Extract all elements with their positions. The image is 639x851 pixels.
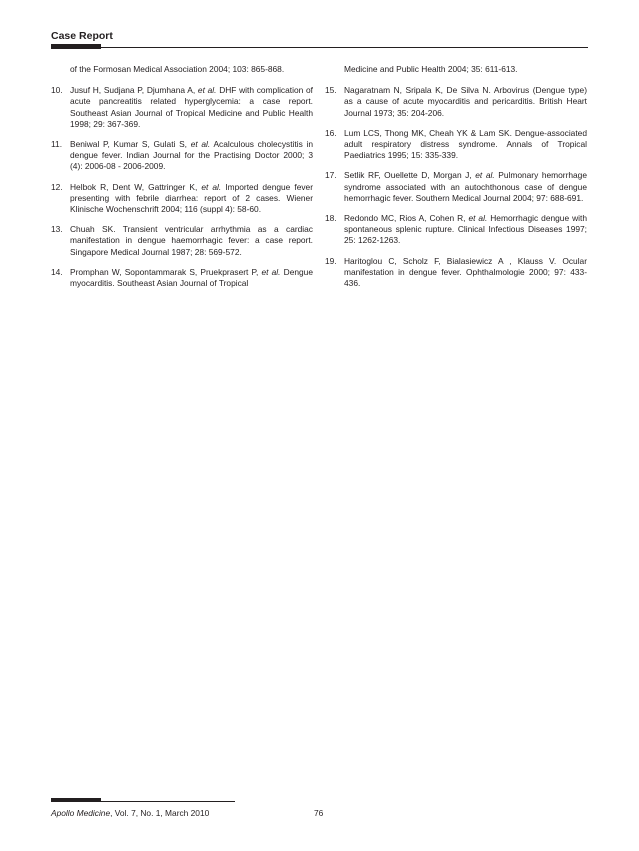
reference-text: of the Formosan Medical Association 2004; 103: 865-868. [70, 64, 285, 74]
reference-text: Promphan W, Sopontammarak S, Pruekprasert P, et al. Dengue myocarditis. Southeast Asian Journal of Tropical [70, 266, 313, 289]
references-left-column [51, 64, 313, 298]
reference-number: 19. [325, 255, 337, 266]
page-section-title: Case Report [51, 30, 113, 42]
reference-number: 14. [51, 266, 63, 277]
reference-item [51, 224, 313, 258]
reference-item [51, 64, 313, 75]
header-rule-thin [101, 47, 588, 48]
reference-item [51, 85, 313, 130]
reference-text: Beniwal P, Kumar S, Gulati S, et al. Acalculous cholecystitis in dengue fever. Indian Journal for the Practising Doctor 2000; 3 (4): 2006-08 - 2006-2009. [70, 139, 313, 172]
reference-text: Redondo MC, Rios A, Cohen R, et al. Hemorrhagic dengue with spontaneous splenic rupture. Clinical Infectious Diseases 1997; 25: 1262-1263. [344, 213, 587, 246]
reference-text: Jusuf H, Sudjana P, Djumhana A, et al. DHF with complication of acute pancreatitis related hyperglycemia: a case report. Southeast Asian Journal of Tropical Medicine and Public Health 1998; 29: 367-369. [70, 85, 313, 129]
reference-number: 17. [325, 170, 337, 181]
reference-number: 10. [51, 85, 63, 96]
reference-text: Nagaratnam N, Sripala K, De Silva N. Arbovirus (Dengue type) as a cause of acute myocarditis and pericarditis. British Heart Journal 1973; 35: 204-206. [344, 85, 587, 118]
reference-text: Medicine and Public Health 2004; 35: 611-613. [344, 64, 518, 74]
footer-rule-thick [51, 798, 101, 802]
journal-name: Apollo Medicine [51, 808, 111, 818]
reference-item [325, 64, 587, 75]
footer-rule-thin [101, 801, 235, 802]
reference-item [51, 267, 313, 289]
issue-info: , Vol. 7, No. 1, March 2010 [110, 808, 210, 818]
page-number: 76 [314, 808, 324, 818]
reference-number: 13. [51, 224, 63, 235]
reference-number: 16. [325, 127, 337, 138]
reference-text: Lum LCS, Thong MK, Cheah YK & Lam SK. Dengue-associated adult respiratory distress syndrome. Annals of Tropical Paediatrics 1995; 15: 335-339. [344, 127, 587, 161]
reference-item [325, 170, 587, 204]
reference-text: Haritoglou C, Scholz F, Bialasiewicz A , Klauss V. Ocular manifestation in dengue fever. Ophthalmologie 2000; 97: 433-436. [344, 255, 587, 289]
footer-citation [51, 808, 209, 818]
reference-item [325, 213, 587, 247]
reference-item [51, 139, 313, 173]
reference-text: Helbok R, Dent W, Gattringer K, et al. Imported dengue fever presenting with febrile diarrhea: report of 2 cases. Wiener Klinische Wochenschrift 2004; 116 (suppl 4): 58-60. [70, 181, 313, 215]
reference-text: Setlik RF, Ouellette D, Morgan J, et al. Pulmonary hemorrhage syndrome associated with an autochthonous case of dengue hemorrhagic fever. Southern Medical Journal 2004; 97: 688-691. [344, 170, 587, 203]
reference-text: Chuah SK. Transient ventricular arrhythmia as a cardiac manifestation in dengue haemorrhagic fever: a case report. Singapore Medical Journal 1987; 28: 569-572. [70, 224, 313, 257]
header-rule-thick [51, 44, 101, 49]
reference-number: 15. [325, 85, 337, 96]
reference-item [325, 256, 587, 290]
reference-item [51, 182, 313, 216]
reference-number: 18. [325, 213, 337, 224]
reference-number: 12. [51, 181, 63, 192]
reference-item [325, 128, 587, 162]
reference-number: 11. [51, 139, 63, 150]
references-right-column [325, 64, 587, 298]
reference-item [325, 85, 587, 119]
